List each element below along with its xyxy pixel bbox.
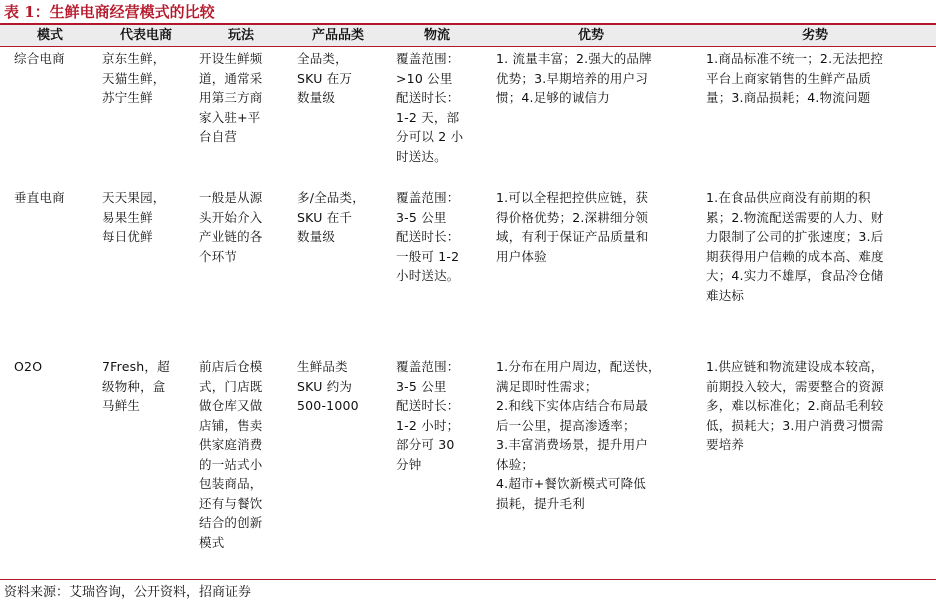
cell-mode: 综合电商 — [14, 51, 65, 66]
header-disadvantages: 劣势 — [801, 28, 828, 43]
cell-play: 前店后仓模 式，门店既 做仓库又做 店铺，售卖 供家庭消费 的一站式小 包装商品， 还有与餐饮 结合的创新 模式 — [199, 359, 263, 550]
header-advantages: 优势 — [577, 28, 604, 43]
header-category: 产品品类 — [311, 28, 364, 43]
cell-logistics: 覆盖范围： 3-5 公里 配送时长： 1-2 小时； 部分可 30 分钟 — [396, 359, 460, 472]
cell-mode: O2O — [14, 359, 43, 374]
table-title: 表 1：生鲜电商经营模式的比较 — [4, 3, 215, 21]
cell-play: 开设生鲜频 道，通常采 用第三方商 家入驻+平 台自营 — [199, 51, 263, 144]
header-mode: 模式 — [36, 28, 63, 43]
cell-representative: 天天果园， 易果生鲜 每日优鲜 — [102, 190, 166, 244]
cell-advantages: 1. 流量丰富；2.强大的品牌 优势；3.早期培养的用户习 惯；4.足够的诚信力 — [496, 51, 652, 105]
cell-logistics: 覆盖范围： 3-5 公里 配送时长： 一般可 1-2 小时送达。 — [396, 190, 460, 283]
cell-disadvantages: 1.在食品供应商没有前期的积 累；2.物流配送需要的人力、财 力限制了公司的扩张速度；3.后 期获得用户信赖的成本高、难度 大；4.实力不雄厚，食品冷仓储 难达标 — [706, 190, 884, 303]
cell-category: 生鲜品类 SKU 约为 500-1000 — [297, 359, 359, 413]
header-representative: 代表电商 — [119, 28, 172, 43]
cell-advantages: 1.分布在用户周边，配送快， 满足即时性需求； 2.和线下实体店结合布局最 后一公里，提高渗透率； 3.丰富消费场景，提升用户 体验； 4.超市+餐饮新模式可降低 损耗，提升毛利 — [496, 359, 661, 511]
header-logistics: 物流 — [423, 28, 450, 43]
cell-disadvantages: 1.供应链和物流建设成本较高， 前期投入较大，需要整合的资源 多，难以标准化；2.商品毛利较 低，损耗大；3.用户消费习惯需 要培养 — [706, 359, 884, 452]
source-note: 资料来源：艾瑞咨询，公开资料，招商证券 — [4, 585, 252, 600]
cell-logistics: 覆盖范围： >10 公里 配送时长： 1-2 天，部 分可以 2 小 时送达。 — [396, 51, 464, 164]
cell-representative: 京东生鲜， 天猫生鲜， 苏宁生鲜 — [102, 51, 166, 105]
cell-category: 全品类， SKU 在万 数量级 — [297, 51, 353, 105]
cell-category: 多/全品类， SKU 在千 数量级 — [297, 190, 365, 244]
cell-mode: 垂直电商 — [14, 190, 65, 205]
cell-advantages: 1.可以全程把控供应链，获 得价格优势；2.深耕细分领 域，有利于保证产品质量和 用户体验 — [496, 190, 649, 264]
cell-representative: 7Fresh，超 级物种，盒 马鲜生 — [102, 359, 170, 413]
header-play: 玩法 — [227, 28, 254, 43]
cell-disadvantages: 1.商品标准不统一；2.无法把控 平台上商家销售的生鲜产品质 量；3.商品损耗；4.物流问题 — [706, 51, 884, 105]
table-header — [0, 25, 936, 47]
cell-play: 一般是从源 头开始介入 产业链的各 个环节 — [199, 190, 263, 264]
footer-divider — [0, 579, 936, 580]
